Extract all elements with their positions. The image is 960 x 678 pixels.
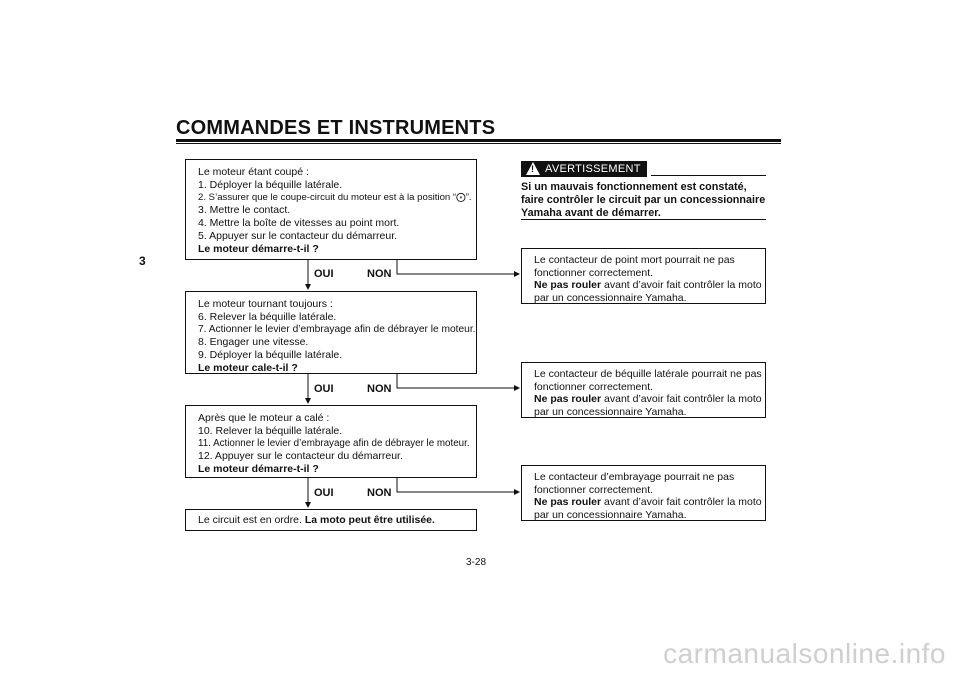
warning-bottom-rule bbox=[521, 219, 766, 220]
warning-text: Si un mauvais fonctionnement est constaté, faire contrôler le circuit par un concessionnaire Yamaha avant de démarrer. bbox=[521, 181, 766, 220]
step-box-2 bbox=[185, 291, 477, 374]
result-bold: La moto peut être utilisée. bbox=[304, 514, 435, 526]
fault-line: Le contacteur d’embrayage pourrait ne pas bbox=[534, 471, 735, 483]
step3-line: 11. Actionner le levier d’embrayage afin de débrayer le moteur. bbox=[198, 437, 470, 449]
warning-badge bbox=[521, 161, 647, 177]
fault-line: par un concessionnaire Yamaha. bbox=[534, 291, 687, 304]
no-label-2: NON bbox=[367, 383, 392, 395]
fault-line: par un concessionnaire Yamaha. bbox=[534, 508, 687, 521]
fault-box-sidestand bbox=[521, 362, 766, 418]
no-label-3: NON bbox=[367, 487, 392, 499]
fault-line bbox=[534, 279, 765, 292]
fault-line: Le contacteur de point mort pourrait ne pas bbox=[534, 254, 735, 266]
yes-label-3: OUI bbox=[314, 487, 334, 499]
step2-line: 8. Engager une vitesse. bbox=[198, 336, 309, 349]
step1-line: 2. S’assurer que le coupe-circuit du moteur est à la position “⨀”. bbox=[198, 191, 472, 203]
fault-line bbox=[534, 393, 765, 406]
fault-line bbox=[534, 496, 765, 509]
step1-question: Le moteur démarre-t-il ? bbox=[198, 242, 319, 255]
fault-bold: Ne pas rouler bbox=[534, 496, 602, 509]
step3-line: Après que le moteur a calé : bbox=[198, 412, 330, 424]
step1-line: 3. Mettre le contact. bbox=[198, 204, 291, 217]
step1-line: 1. Déployer la béquille latérale. bbox=[198, 178, 343, 191]
fault-line: par un concessionnaire Yamaha. bbox=[534, 405, 687, 418]
step2-line: Le moteur tournant toujours : bbox=[198, 298, 333, 310]
step3-line: 12. Appuyer sur le contacteur du démarreur. bbox=[198, 450, 403, 463]
step2-question: Le moteur cale-t-il ? bbox=[198, 361, 298, 374]
warning-header bbox=[521, 161, 766, 179]
step-box-1 bbox=[185, 159, 477, 260]
yes-label-2: OUI bbox=[314, 383, 334, 395]
warning-icon-mark: ! bbox=[531, 164, 535, 174]
step2-line: 6. Relever la béquille latérale. bbox=[198, 310, 337, 323]
fault-line: fonctionner correctement. bbox=[534, 266, 654, 279]
no-label-1: NON bbox=[367, 268, 392, 280]
page-number: 3-28 bbox=[466, 557, 487, 568]
step1-line: Le moteur étant coupé : bbox=[198, 166, 309, 178]
warning-rule bbox=[651, 175, 766, 176]
result-box bbox=[185, 509, 477, 531]
fault-box-neutral bbox=[521, 248, 766, 304]
fault-rest: avant d’avoir fait contrôler la moto bbox=[601, 279, 762, 292]
step-box-3 bbox=[185, 405, 477, 478]
result-text: Le circuit est en ordre. bbox=[198, 514, 305, 526]
no-arrow-3 bbox=[397, 478, 519, 492]
step2-line: 7. Actionner le levier d’embrayage afin de débrayer le moteur. bbox=[198, 323, 476, 335]
no-arrow-1 bbox=[397, 260, 519, 274]
fault-rest: avant d’avoir fait contrôler la moto bbox=[601, 496, 762, 509]
fault-bold: Ne pas rouler bbox=[534, 279, 602, 292]
fault-line: fonctionner correctement. bbox=[534, 380, 654, 393]
step1-line: 5. Appuyer sur le contacteur du démarreur. bbox=[198, 229, 398, 242]
fault-box-clutch bbox=[521, 465, 766, 521]
step3-line: 10. Relever la béquille latérale. bbox=[198, 424, 343, 437]
warning-badge-label: AVERTISSEMENT bbox=[545, 163, 641, 175]
step2-line: 9. Déployer la béquille latérale. bbox=[198, 349, 343, 362]
fault-line: Le contacteur de béquille latérale pourrait ne pas bbox=[534, 368, 762, 380]
step1-line: 4. Mettre la boîte de vitesses au point mort. bbox=[198, 217, 400, 230]
fault-line: fonctionner correctement. bbox=[534, 483, 654, 496]
watermark: carmanualsonline.info bbox=[663, 638, 946, 669]
fault-rest: avant d’avoir fait contrôler la moto bbox=[601, 393, 762, 406]
fault-bold: Ne pas rouler bbox=[534, 393, 602, 406]
page-title: COMMANDES ET INSTRUMENTS bbox=[176, 117, 496, 139]
no-arrow-2 bbox=[397, 374, 519, 388]
yes-label-1: OUI bbox=[314, 268, 334, 280]
step3-question: Le moteur démarre-t-il ? bbox=[198, 463, 319, 476]
section-tab: 3 bbox=[139, 254, 146, 268]
